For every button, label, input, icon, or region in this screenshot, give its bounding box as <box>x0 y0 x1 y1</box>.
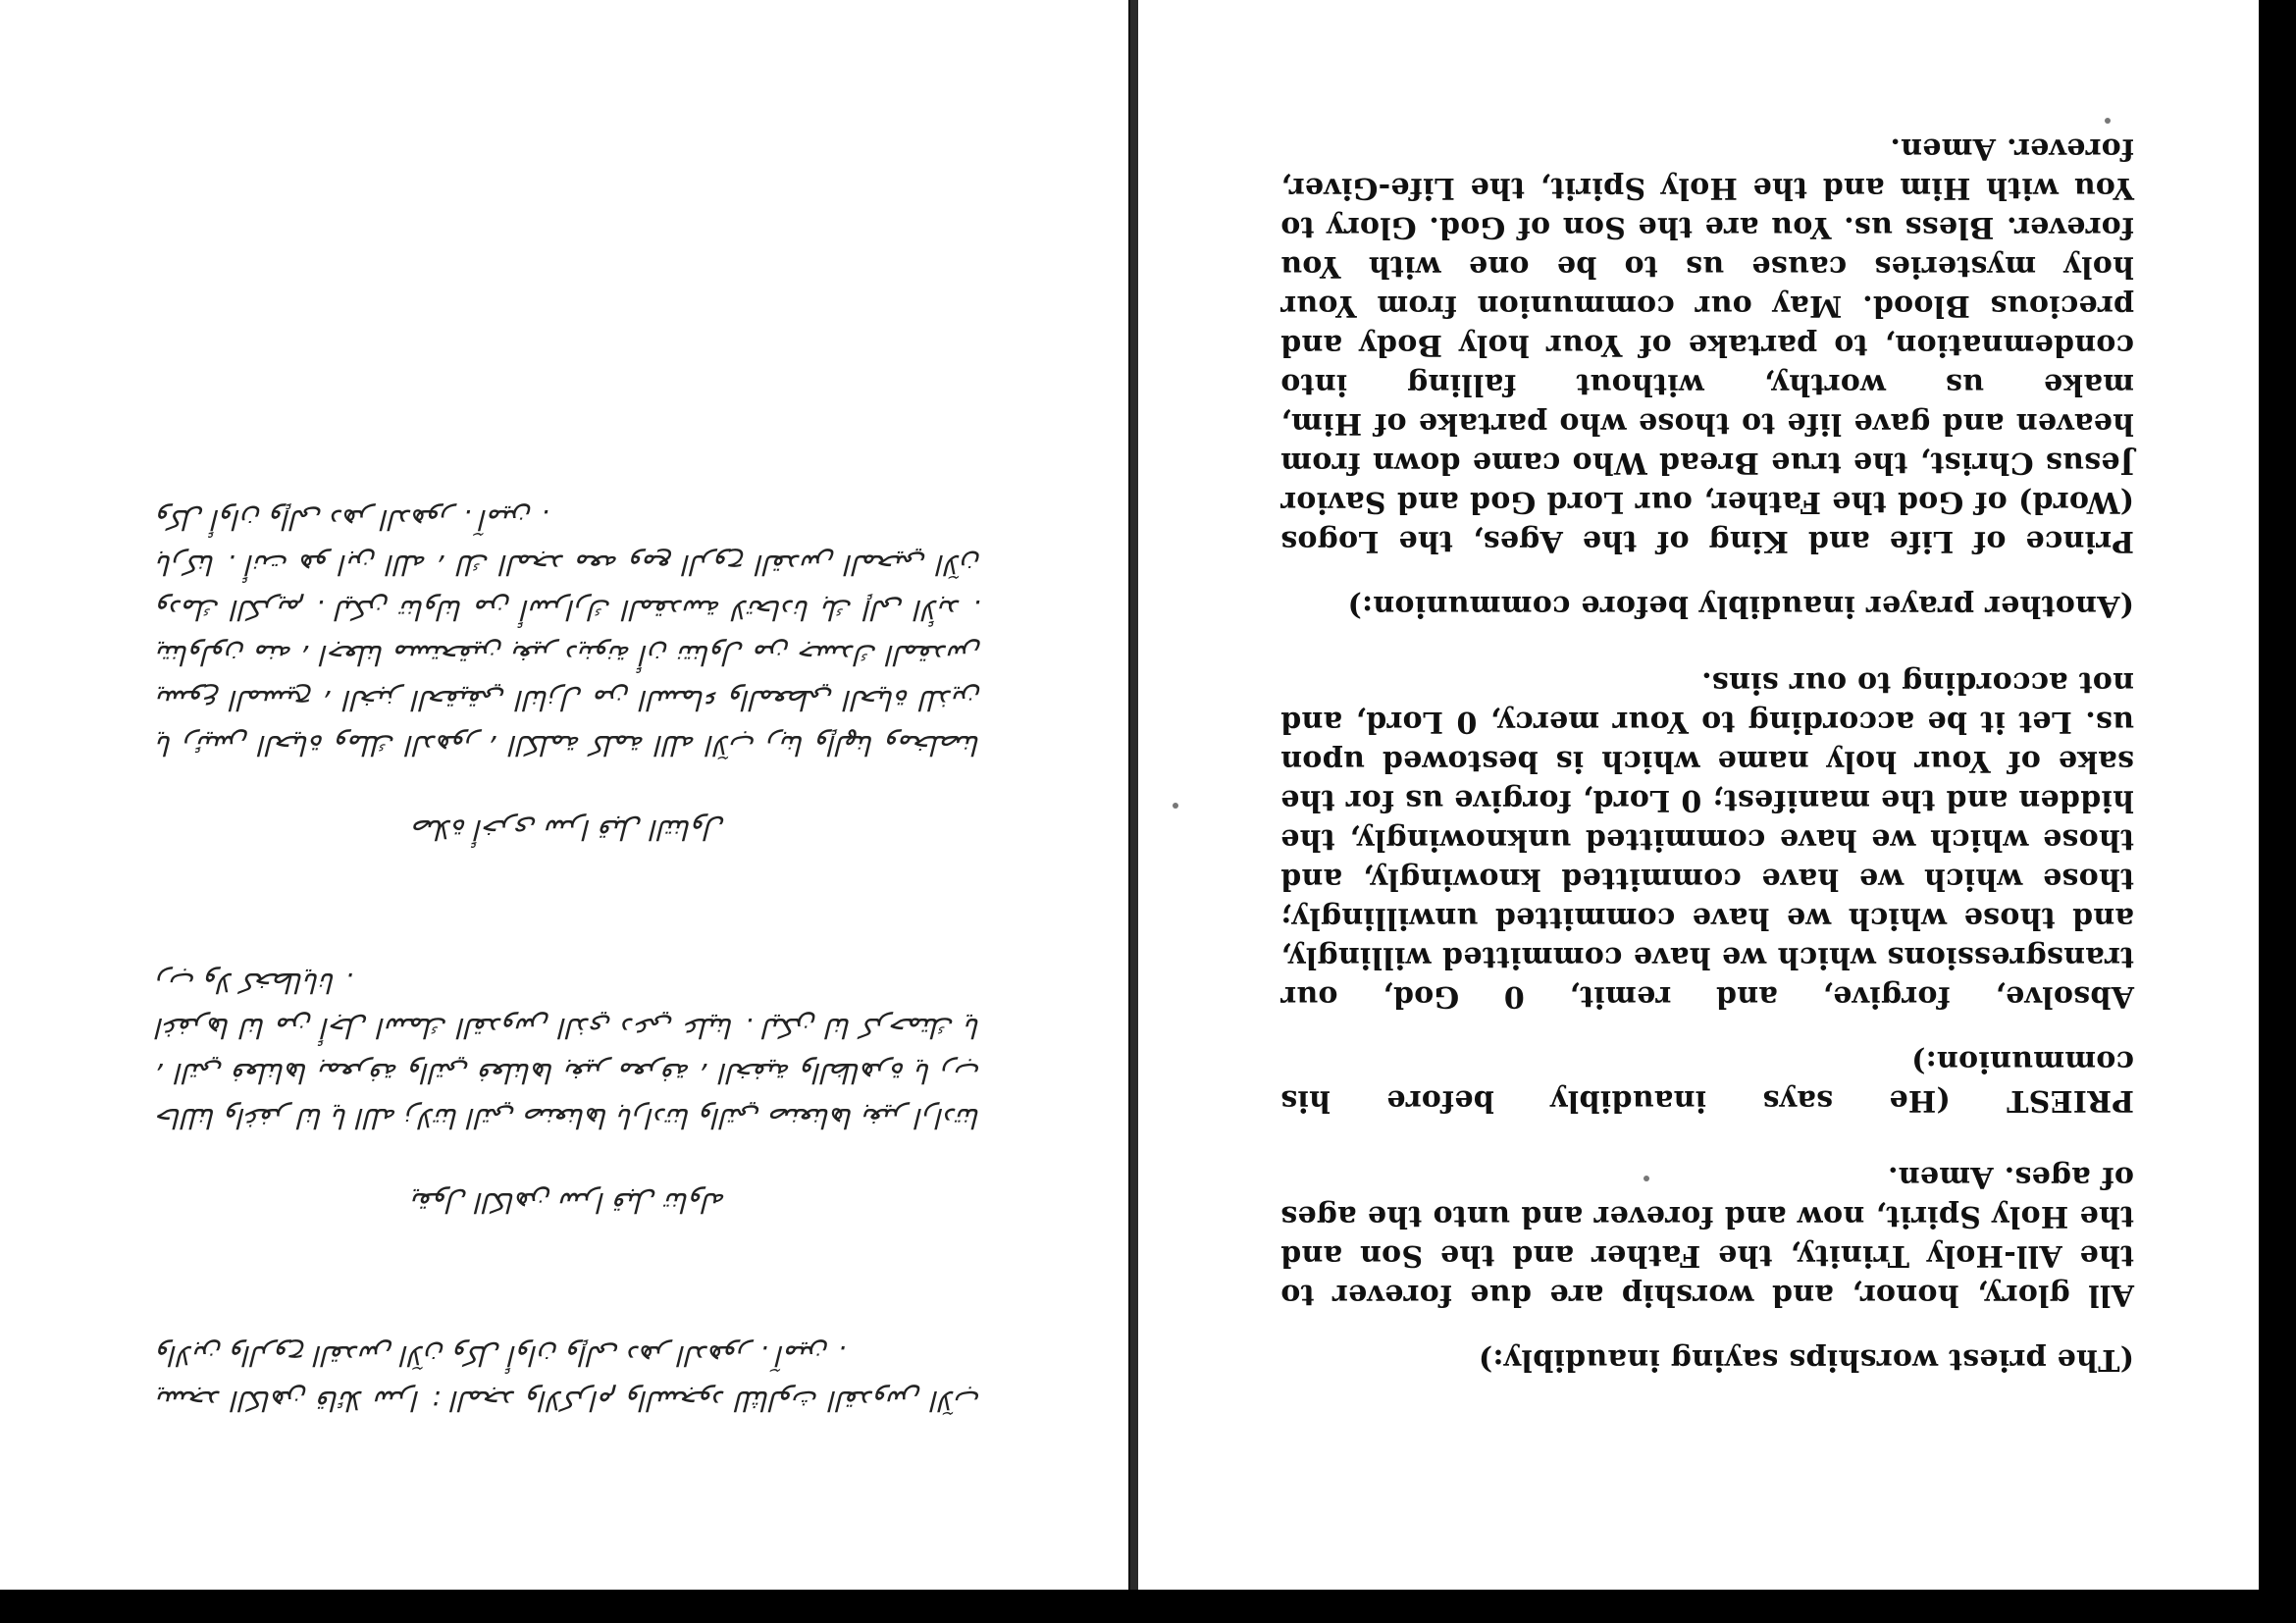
ink-speck <box>1173 803 1178 809</box>
heading-priest: PRIEST (He says inaudibly before his communion:) <box>1280 1044 2134 1118</box>
scan-edge-right <box>2259 0 2296 1623</box>
right-page <box>1138 0 2262 1590</box>
paragraph-prince-of-life: Prince of Life and King of the Ages, the Logos (Word) of God the Father, our Lord God and Savior Jesus Christ, the true Bread Who came down from heaven and gave life to those who partake of Him, make us worthy, without falling into condemnation, to partake of Your holy Body and precious Blood. May our communion from Your holy mysteries cause us to be one with You forever. Bless us. You are the Son of God. Glory to You with Him and the Holy Spirit, the Life-Giver, forever. Amen. <box>1280 131 2134 558</box>
left-page <box>0 0 1131 1590</box>
arabic-title-3: صلاة أخرى سرا قبل التناول <box>412 813 726 846</box>
arabic-block-1: يسجد الكاهن قائلا سرا : المجد والاكرام والسجود للثالوث القدوس الآب والابن والروح القدس الآن وكل أوان وإلى دهر الدهور . آمين . <box>157 1339 981 1417</box>
ink-speck <box>1644 1176 1649 1181</box>
scan-edge-bottom <box>0 1590 2296 1623</box>
paragraph-glory: All glory, honor, and worship are due forever to the All-Holy Trinity, the Father and the Son and the Holy Spirit, now and forever and unto the ages of ages. Amen. <box>1280 1160 2134 1312</box>
heading-worship: (The priest worships saying inaudibly:) <box>1478 1342 2134 1377</box>
arabic-block-2: حاللنا واغفر لنا يا الله زلاتنا التي صنعناها بارادتنا والتي صنعناها بغير ارادتنا ، التي فعلناها بمعرفة والتي فعلناها بغير معرفة ، الخفية والظاهرة يا رب اغفرها لنا من أجل اسمك القدوس الذي دعي علينا . ليكن لنا كرحمتك يا رب ولا كخطايانا . <box>157 967 981 1134</box>
arabic-block-3: يا رئيس الحياة وملك الدهور ، الكلمة كلمة الله الآب ربنا وإلهنا ومخلصنا يسوع المسيح ، الخبز الحقيقي النازل من السماء والمعطي الحياة للذين يتناولون منه ، اجعلنا مستحقين بغير دينونة أن نتناول من جسدك المقدس ودمك الكريم . ليكن تناولنا من أسرارك المقدسة لاتحادنا بك إلى الأبد . باركنا . أنت هو ابن الله ، لك المجد معه ومع الروح القدس المحيي الآن وكل أوان وإلى دهر الدهور . آمين . <box>157 503 981 761</box>
english-column <box>1280 91 2134 1379</box>
arabic-title-2: يقول الكاهن سرا قبل تناوله <box>411 1186 727 1219</box>
english-text-rotated <box>1138 0 2262 1590</box>
book-gutter <box>1130 0 1138 1590</box>
arabic-column <box>157 497 981 1423</box>
arabic-text-rotated <box>0 0 1128 1590</box>
paragraph-absolve: Absolve, forgive, and remit, 0 God, our transgressions which we have committed willingly, and those which we have committed unwillingly; those which we have committed knowingly, and those which we have committed unknowingly, the hidden and the manifest; 0 Lord, forgive us for the sake of Your holy name which is bestowed upon us. Let it be according to Your mercy, 0 Lord, and not according to our sins. <box>1280 665 2134 1014</box>
ink-speck <box>2105 118 2111 124</box>
heading-another-prayer: (Another prayer inaudibly before communion:) <box>1347 589 2134 623</box>
